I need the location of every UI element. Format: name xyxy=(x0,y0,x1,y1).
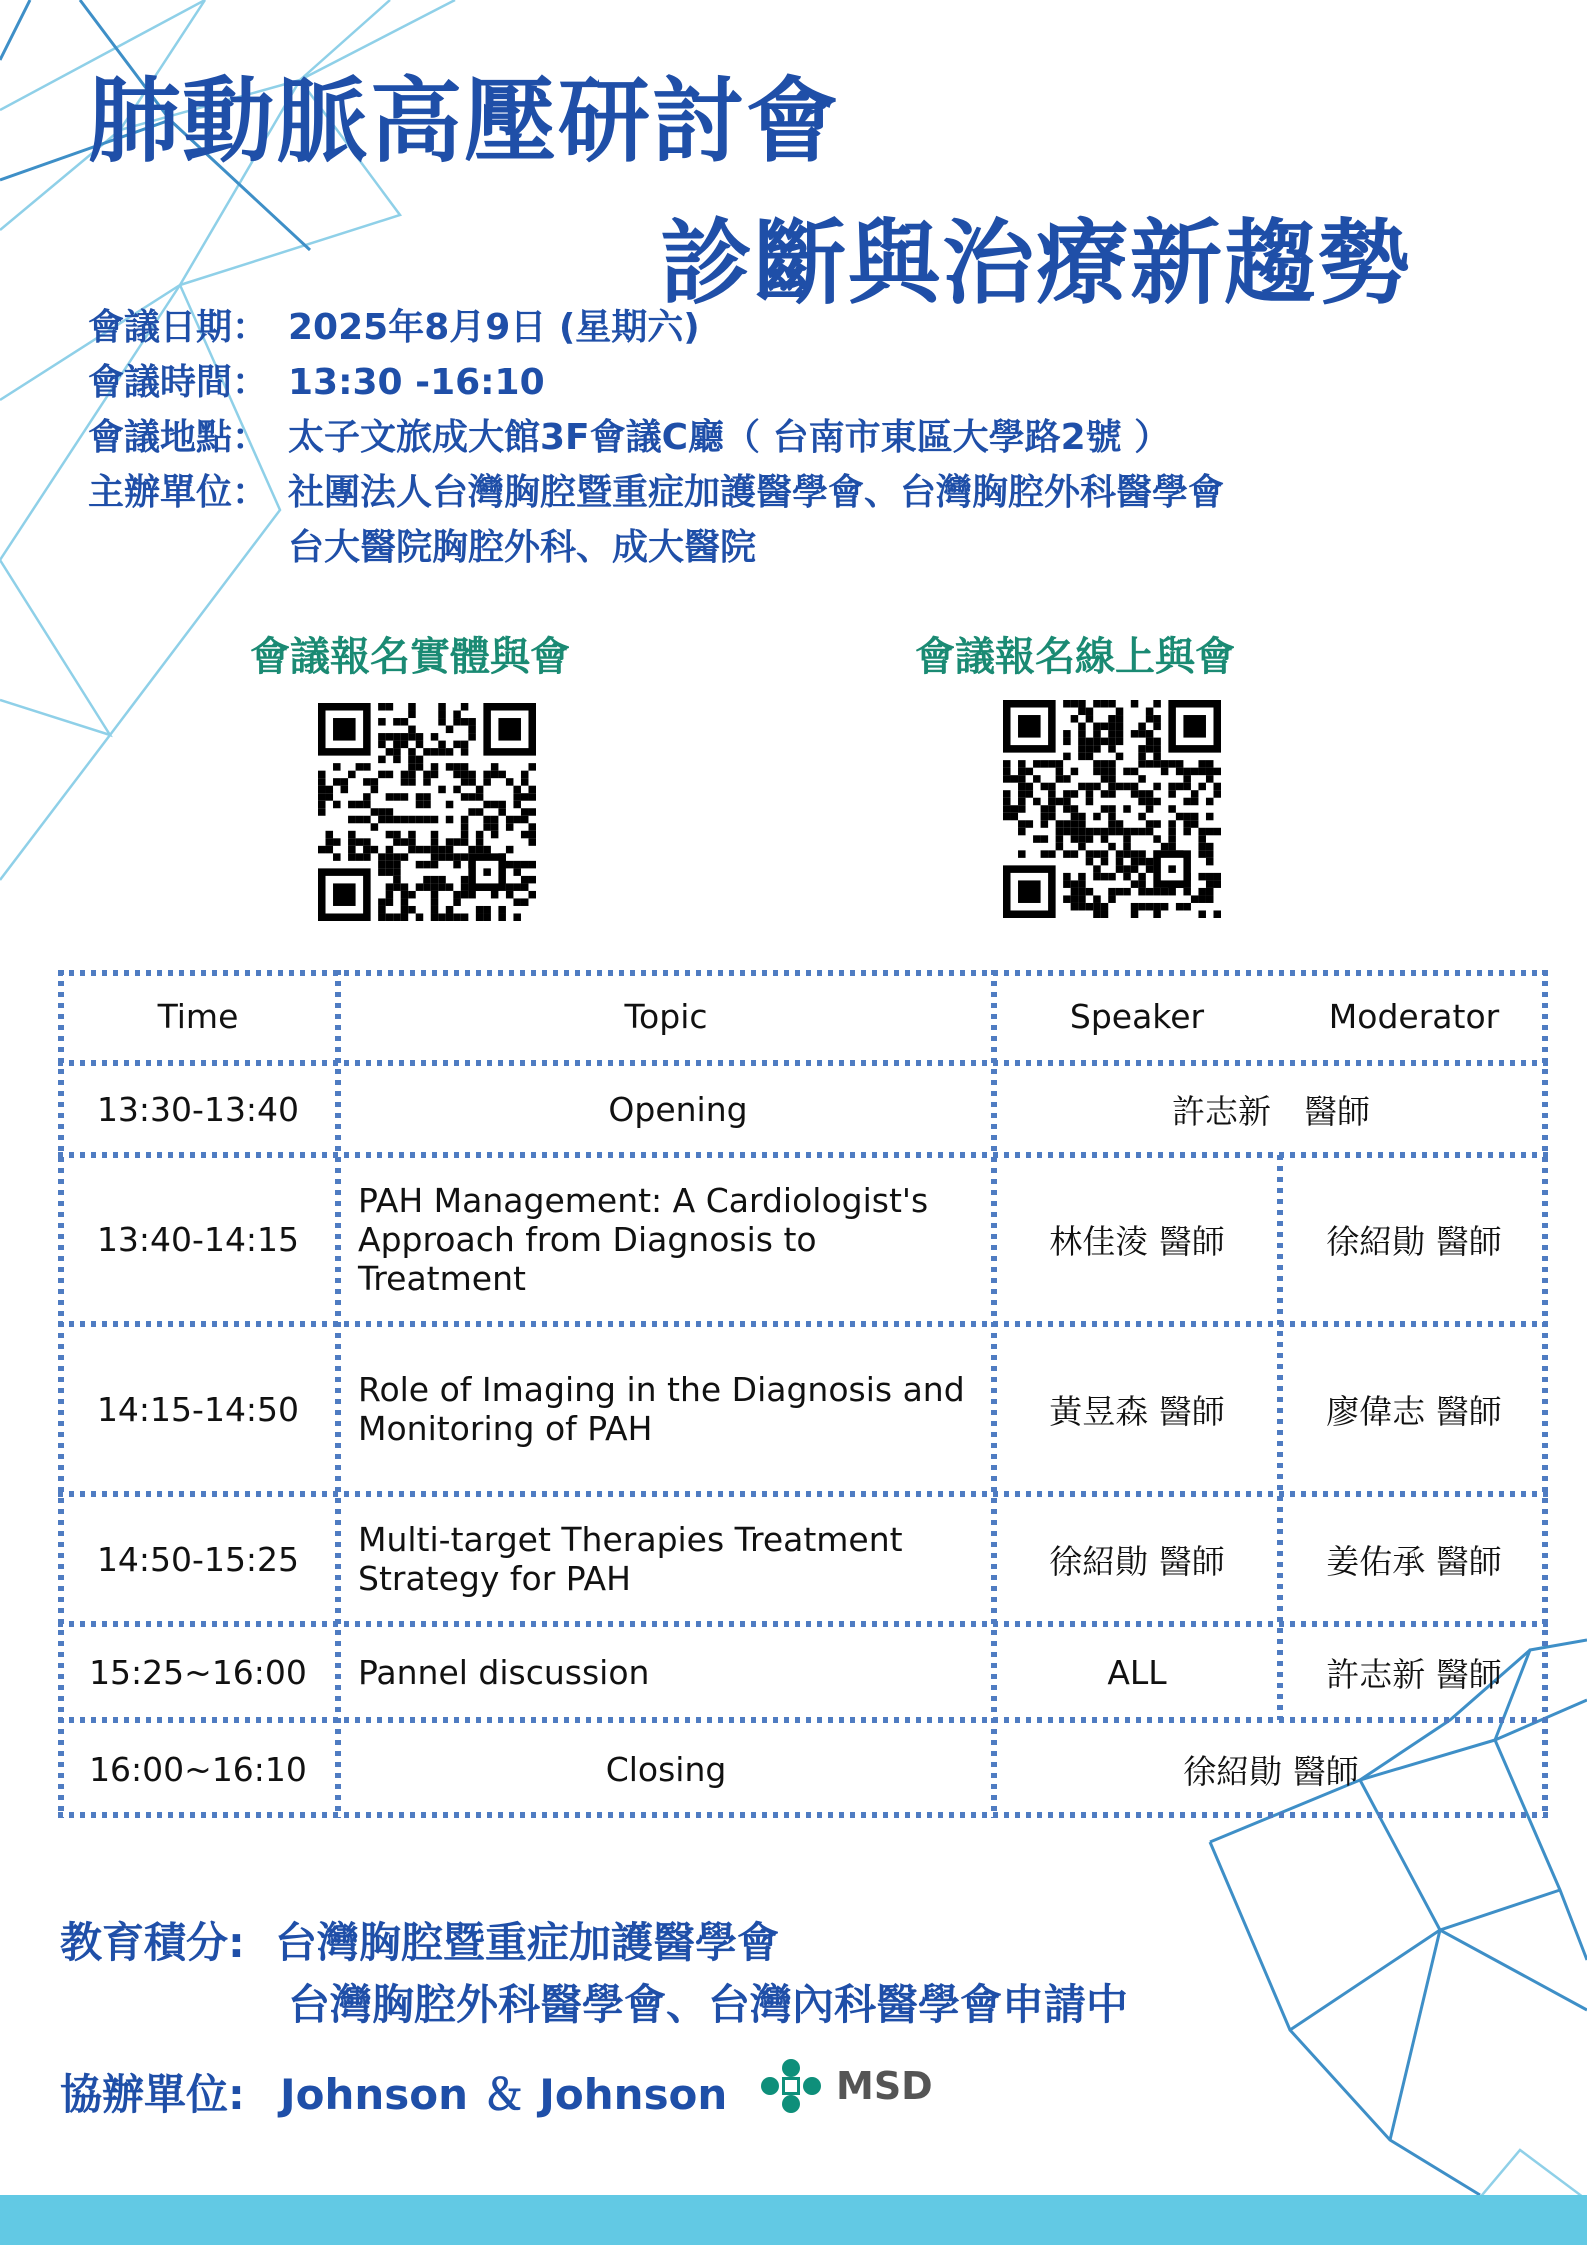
table-row-moderator: 許志新 醫師 xyxy=(1326,1654,1502,1694)
table-row-moderator: 徐紹勛 醫師 xyxy=(1326,1222,1502,1261)
organizer-label: 主辦單位： xyxy=(88,472,269,513)
table-row-time: 13:30-13:40 xyxy=(96,1089,300,1129)
venue-label: 會議地點： xyxy=(88,417,269,458)
date-label: 會議日期： xyxy=(88,307,269,348)
qr-code-icon[interactable] xyxy=(1003,700,1221,918)
bottom-color-bar xyxy=(0,2195,1587,2245)
table-row-moderator: 廖偉志 醫師 xyxy=(1326,1391,1502,1431)
credits-line2: 台灣胸腔外科醫學會、台灣內科醫學會申請中 xyxy=(288,1980,1129,2029)
online-registration-label: 會議報名線上與會 xyxy=(915,634,1235,680)
schedule-table xyxy=(58,970,1548,1818)
time-row xyxy=(88,355,1224,410)
header-topic: Topic xyxy=(624,997,708,1036)
organizer-value-line1: 社團法人台灣胸腔暨重症加護醫學會、台灣胸腔外科醫學會 xyxy=(288,472,1225,513)
header-moderator: Moderator xyxy=(1328,997,1500,1036)
table-row-speaker: 林佳淩 醫師 xyxy=(1049,1222,1225,1261)
table-row-time: 14:15-14:50 xyxy=(96,1389,300,1429)
msd-logo-icon xyxy=(760,2058,822,2114)
credits-label: 教育積分: xyxy=(60,1918,245,1967)
table-row-moderator: 姜佑承 醫師 xyxy=(1326,1541,1502,1581)
event-info xyxy=(88,300,1224,575)
table-row-topic: Pannel discussion xyxy=(358,1652,650,1692)
date-value: 2025年8月9日 (星期六) xyxy=(288,307,700,348)
organizer-row xyxy=(88,465,1224,520)
table-row-speaker: ALL xyxy=(1107,1652,1167,1692)
table-row-speaker-moderator: 許志新 醫師 xyxy=(1172,1091,1370,1131)
venue-value: 太子文旅成大館3F會議C廳（ 台南市東區大學路2號 ） xyxy=(288,417,1171,458)
credits-line1: 台灣胸腔暨重症加護醫學會 xyxy=(275,1918,780,1967)
table-row-time: 15:25~16:00 xyxy=(89,1652,307,1692)
table-row-time: 14:50-15:25 xyxy=(96,1539,300,1579)
header-speaker: Speaker xyxy=(1069,997,1205,1036)
table-row-topic: PAH Management: A Cardiologist's Approach from Diagnosis to Treatment xyxy=(358,1181,929,1298)
cohost-jnj: Johnson ＆ Johnson xyxy=(280,2070,728,2119)
table-row-topic: Closing xyxy=(605,1749,727,1789)
table-row-time: 13:40-14:15 xyxy=(96,1220,300,1259)
organizer-value-line2: 台大醫院胸腔外科、成大醫院 xyxy=(288,527,757,568)
table-row-speaker: 黃昱森 醫師 xyxy=(1049,1391,1225,1431)
msd-logo-text: MSD xyxy=(836,2064,933,2108)
table-row-time: 16:00~16:10 xyxy=(89,1749,307,1789)
organizer-row-continued xyxy=(88,520,1224,575)
time-value: 13:30 -16:10 xyxy=(288,362,545,403)
cohost-label: 協辦單位: xyxy=(60,2070,245,2119)
time-label: 會議時間： xyxy=(88,362,269,403)
venue-row xyxy=(88,410,1224,465)
header-time: Time xyxy=(157,997,239,1036)
table-row-speaker-moderator: 徐紹勛 醫師 xyxy=(1183,1751,1359,1791)
event-title-line1: 肺動脈高壓研討會 xyxy=(88,68,841,175)
msd-logo xyxy=(760,2058,933,2114)
table-row-topic: Opening xyxy=(608,1089,748,1129)
event-title-line2: 診斷與治療新趨勢 xyxy=(660,210,1413,317)
date-row xyxy=(88,300,1224,355)
table-row-topic: Role of Imaging in the Diagnosis and Monitoring of PAH xyxy=(358,1370,965,1448)
onsite-registration-label: 會議報名實體與會 xyxy=(250,634,570,680)
table-row-speaker: 徐紹勛 醫師 xyxy=(1049,1541,1225,1581)
table-row-topic: Multi-target Therapies Treatment Strategy for PAH xyxy=(358,1520,903,1598)
qr-code-icon[interactable] xyxy=(318,703,536,921)
